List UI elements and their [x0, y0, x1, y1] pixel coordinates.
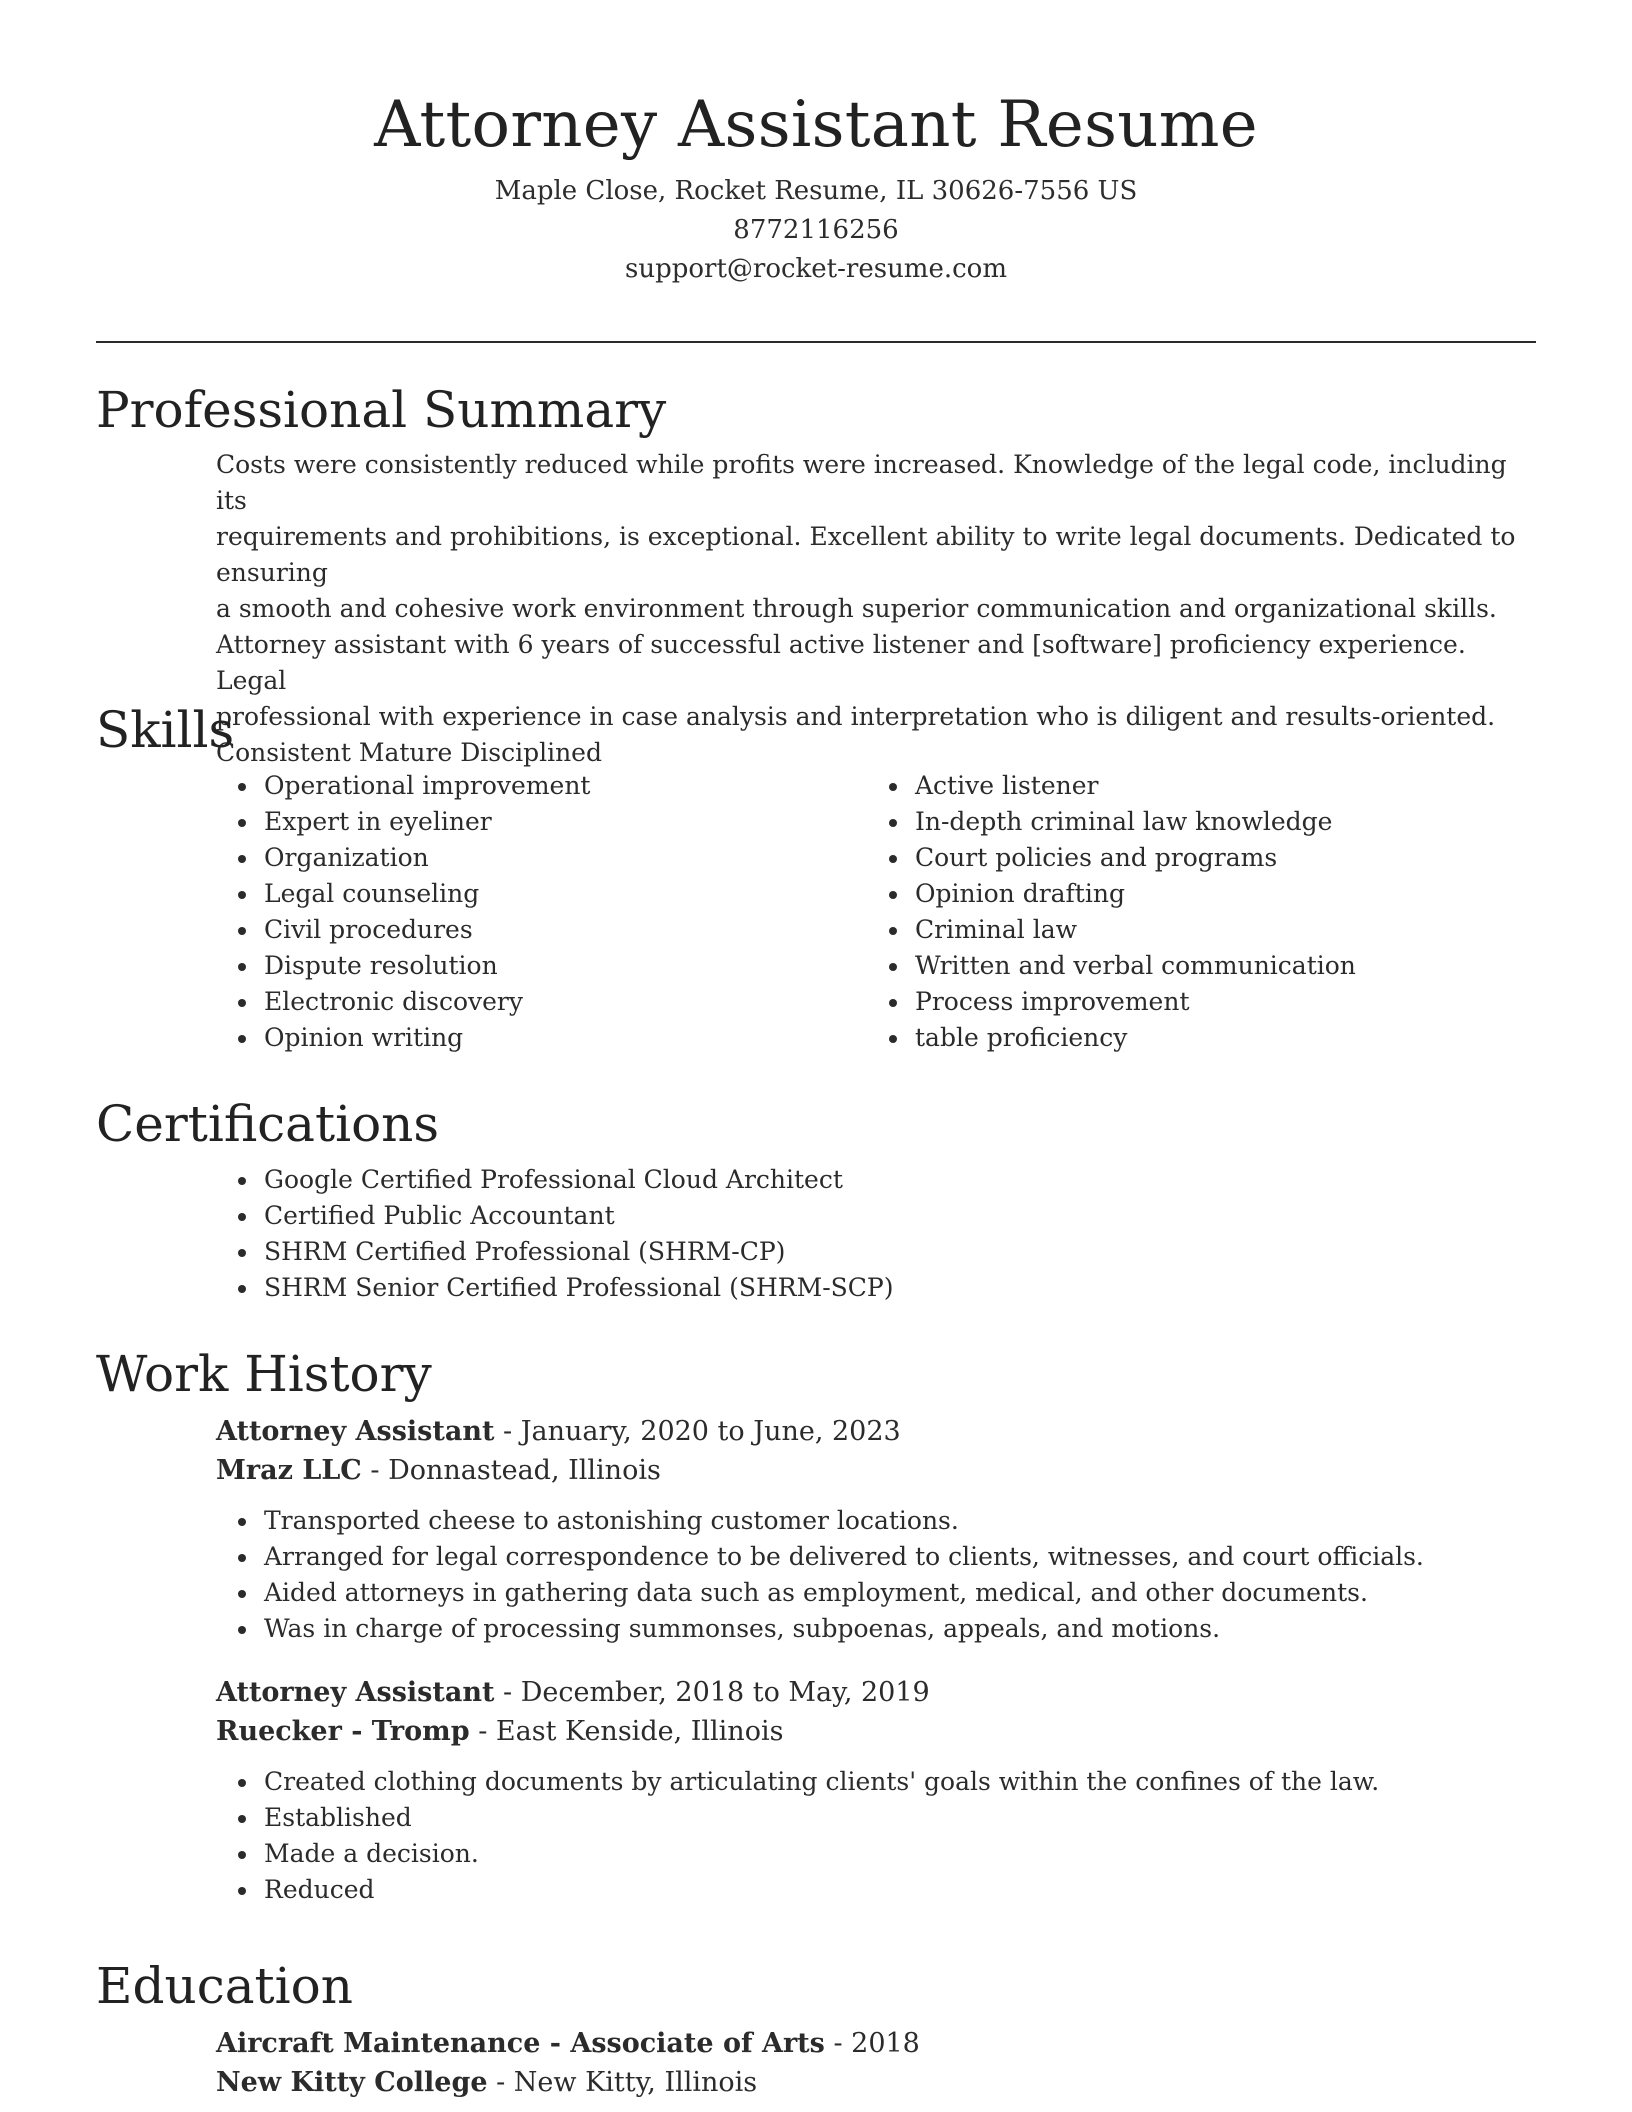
- education-school-line: [216, 2063, 1536, 2102]
- skill-item: • Opinion writing: [260, 1020, 911, 1056]
- job-company: Ruecker - Tromp: [216, 1716, 470, 1747]
- skill-item: • Court policies and programs: [911, 840, 1536, 876]
- job-bullet: • Transported cheese to astonishing customer locations.: [260, 1503, 1536, 1539]
- job-bullets: [96, 1764, 1536, 1908]
- job-bullet: • Created clothing documents by articulating clients' goals within the confines of the law.: [260, 1764, 1536, 1800]
- job-role: Attorney Assistant: [216, 1677, 495, 1708]
- certification-item: • SHRM Senior Certified Professional (SHRM-SCP): [260, 1270, 1536, 1306]
- summary-line: Attorney assistant with 6 years of successful active listener and [software] proficiency experience. Legal: [216, 630, 1466, 695]
- skill-item: • Opinion drafting: [911, 876, 1536, 912]
- job-role: Attorney Assistant: [216, 1416, 495, 1447]
- job-bullet: • Reduced: [260, 1872, 1536, 1908]
- job-entry: [96, 1673, 1536, 1908]
- job-bullet: • Established: [260, 1800, 1536, 1836]
- certifications-heading: Certifications: [96, 1095, 440, 1153]
- skill-item: • Operational improvement: [260, 768, 911, 804]
- work-history-section: [96, 1344, 1536, 1908]
- job-location: - Donnastead, Illinois: [361, 1455, 661, 1486]
- skills-columns: [260, 768, 1536, 1056]
- contact-phone: 8772116256: [733, 215, 899, 245]
- skills-list-right: [911, 768, 1536, 1056]
- skill-item: • In-depth criminal law knowledge: [911, 804, 1536, 840]
- job-bullets: [96, 1503, 1536, 1647]
- certification-item: • Certified Public Accountant: [260, 1198, 1536, 1234]
- work-history-heading: Work History: [96, 1345, 432, 1403]
- education-entry: [96, 2024, 1536, 2102]
- resume-title: Attorney Assistant Resume: [374, 88, 1258, 162]
- education-section: [96, 1956, 1536, 2102]
- contact-block: [0, 172, 1632, 289]
- contact-email: support@rocket-resume.com: [624, 254, 1007, 284]
- summary-line: Costs were consistently reduced while profits were increased. Knowledge of the legal code, including its: [216, 450, 1507, 515]
- skill-item: • Active listener: [911, 768, 1536, 804]
- skills-list-left: [260, 768, 911, 1056]
- education-school: New Kitty College: [216, 2067, 488, 2098]
- job-bullet: • Was in charge of processing summonses, subpoenas, appeals, and motions.: [260, 1611, 1536, 1647]
- skill-item: • Process improvement: [911, 984, 1536, 1020]
- job-title-line: [216, 1673, 1536, 1712]
- certifications-section: [96, 1094, 1536, 1306]
- skills-section: [96, 700, 1536, 1056]
- skill-item: • Legal counseling: [260, 876, 911, 912]
- education-heading: Education: [96, 1957, 353, 2015]
- job-dates: - January, 2020 to June, 2023: [494, 1416, 901, 1447]
- education-location: - New Kitty, Illinois: [487, 2067, 758, 2098]
- skill-item: • Organization: [260, 840, 911, 876]
- summary-line: requirements and prohibitions, is exceptional. Excellent ability to write legal documents. Dedicated to ensuring: [216, 522, 1516, 587]
- job-dates: - December, 2018 to May, 2019: [494, 1677, 930, 1708]
- job-bullet: • Aided attorneys in gathering data such as employment, medical, and other documents.: [260, 1575, 1536, 1611]
- skill-item: • Written and verbal communication: [911, 948, 1536, 984]
- job-company-line: [216, 1451, 1536, 1490]
- job-bullet: • Made a decision.: [260, 1836, 1536, 1872]
- education-degree-line: [216, 2024, 1536, 2063]
- summary-line: a smooth and cohesive work environment through superior communication and organizational skills.: [216, 594, 1497, 623]
- job-company-line: [216, 1712, 1536, 1751]
- certification-item: • SHRM Certified Professional (SHRM-CP): [260, 1234, 1536, 1270]
- education-year: - 2018: [824, 2028, 920, 2059]
- resume-header: [0, 0, 1632, 289]
- skill-item: • table proficiency: [911, 1020, 1536, 1056]
- skill-item: • Criminal law: [911, 912, 1536, 948]
- skill-item: • Dispute resolution: [260, 948, 911, 984]
- job-company: Mraz LLC: [216, 1455, 362, 1486]
- job-title-line: [216, 1412, 1536, 1451]
- skill-item: • Civil procedures: [260, 912, 911, 948]
- skill-item: • Expert in eyeliner: [260, 804, 911, 840]
- job-bullet: • Arranged for legal correspondence to be delivered to clients, witnesses, and court officials.: [260, 1539, 1536, 1575]
- summary-line: professional with experience in case analysis and interpretation who is diligent and results-oriented.: [216, 702, 1496, 731]
- education-degree: Aircraft Maintenance - Associate of Arts: [216, 2028, 825, 2059]
- skills-heading: Skills: [96, 701, 235, 759]
- contact-address: Maple Close, Rocket Resume, IL 30626-7556 US: [494, 176, 1138, 206]
- summary-line: Consistent Mature Disciplined: [216, 738, 602, 767]
- skill-item: • Electronic discovery: [260, 984, 911, 1020]
- header-divider: [96, 341, 1536, 343]
- certifications-list: [96, 1162, 1536, 1306]
- certification-item: • Google Certified Professional Cloud Architect: [260, 1162, 1536, 1198]
- job-location: - East Kenside, Illinois: [469, 1716, 784, 1747]
- summary-heading: Professional Summary: [96, 381, 667, 439]
- job-entry: [96, 1412, 1536, 1647]
